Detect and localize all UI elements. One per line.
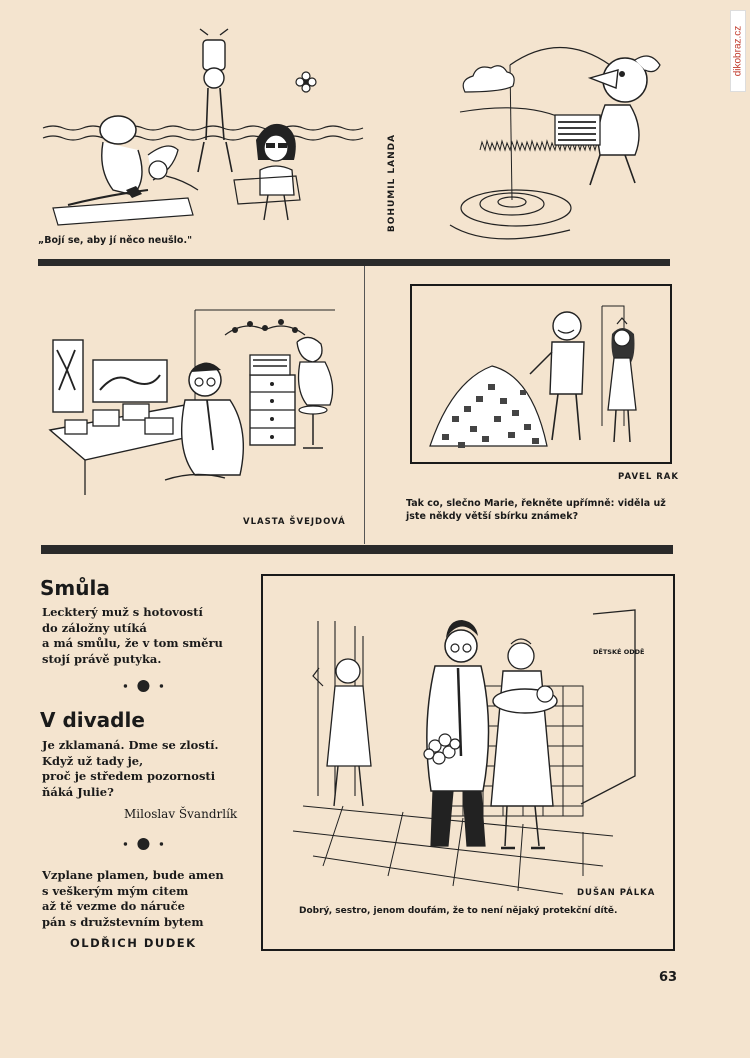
watermark-text: dikobraz.cz: [732, 25, 744, 77]
separator-dots-2: [116, 838, 176, 850]
poem-2-author: Miloslav Švandrlík: [124, 807, 238, 821]
stamps-caption-line2: jste někdy větší sbírku známek?: [406, 511, 579, 522]
middle-vertical-divider: [364, 266, 365, 544]
beach-cartoon: [38, 30, 368, 260]
page-number: 63: [659, 970, 678, 985]
stamps-cartoon-drawing: [412, 286, 670, 462]
poem-3-author: OLDŘICH DUDEK: [70, 936, 197, 950]
fishing-artist-credit: [385, 120, 399, 245]
office-artist: VLASTA ŠVEJDOVÁ: [243, 517, 346, 527]
watermark: [730, 10, 746, 92]
beach-caption: „Bojí se, aby jí něco neušlo.": [38, 235, 193, 246]
poem-2-text: Je zklamaná. Dme se zlostí. Když už tady je, proč je středem pozornosti ňáká Julie?: [42, 738, 219, 799]
poem-3-text: Vzplane plamen, bude amen s veškerým mým citem až tě vezme do náruče pán s družstevním bytem: [42, 868, 224, 929]
fishing-artist: BOHUMIL LANDA: [387, 133, 397, 232]
middle-divider: [41, 545, 673, 554]
office-cartoon-drawing: [45, 300, 345, 500]
poem-1-title: Smůla: [40, 576, 110, 600]
hospital-artist: DUŠAN PÁLKA: [577, 888, 656, 898]
poem-1-text: Leckterý muž s hotovostí do záložny utíká a má smůlu, že v tom směru stojí právě putyka.: [42, 605, 223, 666]
fishing-cartoon-drawing: [450, 30, 680, 250]
stamps-artist: PAVEL RAK: [618, 472, 679, 482]
separator-dots-1: [116, 680, 176, 692]
stamps-caption-line1: Tak co, slečno Marie, řekněte upřímně: viděla už: [406, 498, 666, 509]
hospital-door-sign: DĚTSKÉ ODDĚ: [593, 648, 645, 656]
hospital-caption: Dobrý, sestro, jenom doufám, že to není nějaký protekční dítě.: [299, 906, 618, 916]
poem-2-title: V divadle: [40, 708, 145, 732]
top-divider: [38, 259, 670, 266]
stamps-cartoon-frame: [410, 284, 672, 464]
beach-cartoon-drawing: [38, 30, 368, 230]
